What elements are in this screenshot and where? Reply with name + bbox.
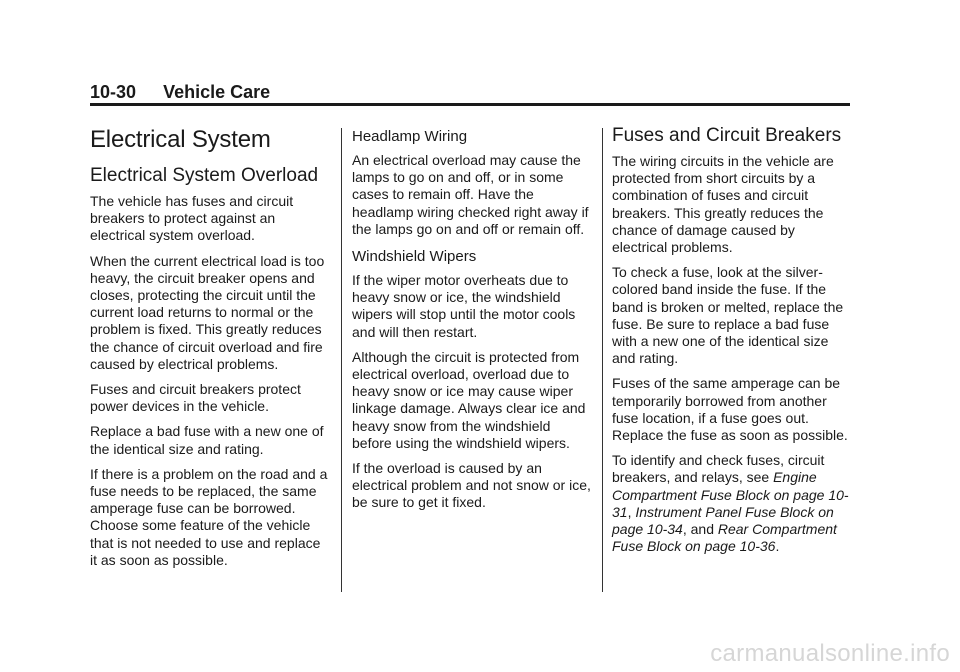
- windshield-wipers-heading: Windshield Wipers: [352, 248, 477, 266]
- page-header: [90, 82, 270, 103]
- paragraph: An electrical overload may cause the lamps to go on and off, or in some cases to remain off. Have the headlamp wiring checked right away if the lamps go on and off or remain off.: [352, 152, 589, 237]
- separator: , and: [682, 521, 718, 538]
- subsection-title: Electrical System Overload: [90, 165, 319, 186]
- paragraph: When the current electrical load is too heavy, the circuit breaker opens and closes, protecting the circuit until the current load returns to normal or the problem is fixed. This greatly reduces the chance of circuit overload and fire caused by electrical problems.: [90, 252, 325, 372]
- watermark: carmanualsonline.info: [710, 640, 950, 667]
- instrument-panel-fuse-block-link[interactable]: Instrument Panel Fuse Block on page 10-34: [612, 503, 834, 538]
- column-divider-2: [602, 128, 603, 592]
- reference-intro: To identify and check fuses, circuit breakers, and relays, see: [612, 452, 825, 486]
- engine-fuse-block-link[interactable]: Engine Compartment Fuse Block on page 10-31: [612, 469, 849, 520]
- rear-fuse-block-link[interactable]: Rear Compartment Fuse Block on page 10-36: [612, 521, 837, 555]
- reference-paragraph: [612, 452, 852, 555]
- headlamp-wiring-heading: Headlamp Wiring: [352, 128, 468, 145]
- paragraph: Although the circuit is protected from electrical overload, overload due to heavy snow or ice may cause wiper linkage damage. Always clear ice and heavy snow from the windshield before using the windshield wipers.: [352, 348, 586, 451]
- column-divider-1: [341, 128, 342, 592]
- paragraph: To check a fuse, look at the silver-colored band inside the fuse. If the band is broken or melted, replace the fuse. Be sure to replace a bad fuse with a new one of the identical size and rating.: [612, 264, 844, 367]
- paragraph: Replace a bad fuse with a new one of the identical size and rating.: [90, 423, 324, 457]
- page-number: 10-30: [90, 82, 137, 102]
- paragraph: If there is a problem on the road and a fuse needs to be replaced, the same amperage fuse can be borrowed. Choose some feature of the vehicle that is not needed to use and replace it as soon as possible.: [90, 465, 328, 568]
- paragraph: The wiring circuits in the vehicle are protected from short circuits by a combination of fuses and circuit breakers. This greatly reduces the chance of damage caused by electrical problems.: [612, 153, 834, 256]
- separator: ,: [627, 503, 636, 520]
- fuses-heading: Fuses and Circuit Breakers: [612, 125, 842, 146]
- reference-end: .: [775, 538, 780, 555]
- column-2: [352, 128, 592, 520]
- page-title: Electrical System: [90, 126, 271, 153]
- paragraph: Fuses and circuit breakers protect power devices in the vehicle.: [90, 381, 301, 415]
- header-rule: [90, 103, 850, 106]
- column-1: [90, 125, 330, 577]
- paragraph: If the overload is caused by an electrical problem and not snow or ice, be sure to get it fixed.: [352, 460, 591, 511]
- paragraph: The vehicle has fuses and circuit breakers to protect against an electrical system overload.: [90, 193, 294, 244]
- paragraph: If the wiper motor overheats due to heavy snow or ice, the windshield wipers will stop until the motor cools and will then restart.: [352, 272, 576, 340]
- section-title: Vehicle Care: [163, 82, 271, 102]
- paragraph: Fuses of the same amperage can be temporarily borrowed from another fuse location, if a fuse goes out. Replace the fuse as soon as possible.: [612, 375, 848, 444]
- column-3: [612, 125, 852, 563]
